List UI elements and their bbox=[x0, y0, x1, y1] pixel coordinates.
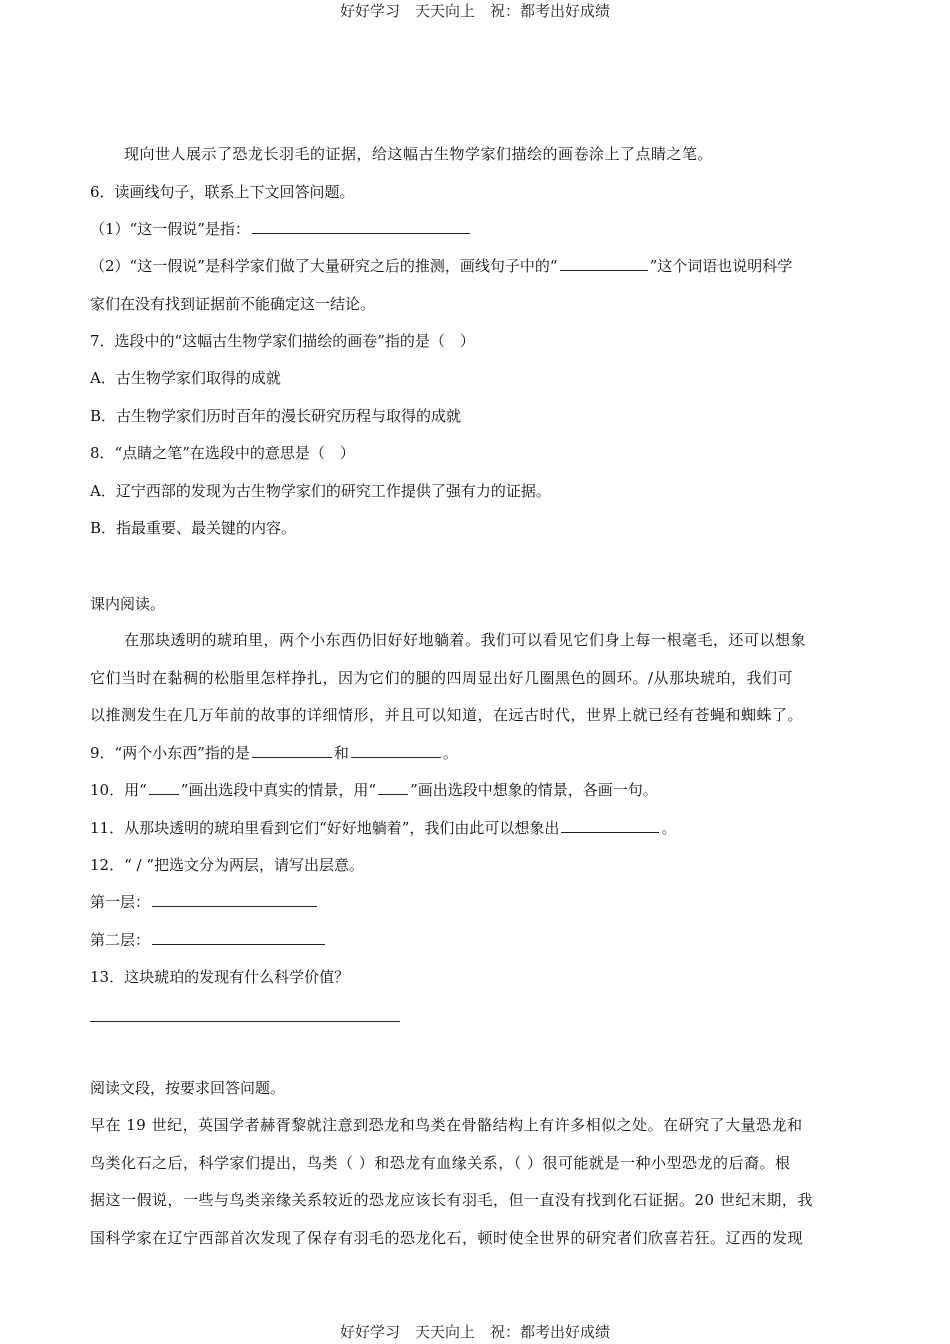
q11-prefix: 11．从那块透明的琥珀里看到它们“好好地躺着”，我们由此可以想象出 bbox=[90, 819, 560, 837]
q6-part2-label: （2）“这一假说”是科学家们做了大量研究之后的推测，画线句子中的“ bbox=[90, 257, 558, 275]
section3-title: 阅读文段，按要求回答问题。 bbox=[90, 1079, 286, 1097]
q10-part3: ”画出选段中想象的情景，各画一句。 bbox=[410, 781, 658, 799]
q9-blank-2[interactable] bbox=[351, 743, 441, 758]
q8-option-b[interactable]: B．指最重要、最关键的内容。 bbox=[90, 519, 297, 537]
q6-part2-line2: 家们在没有找到证据前不能确定这一结论。 bbox=[90, 295, 376, 313]
header-banner: 好好学习 天天向上 祝：都考出好成绩 bbox=[339, 2, 610, 20]
section2-title: 课内阅读。 bbox=[90, 595, 166, 613]
q12-stem: 12．“ / ”把选文分为两层，请写出层意。 bbox=[90, 856, 365, 874]
q6-part1-blank[interactable] bbox=[252, 219, 470, 234]
q6-part2-suffix: ”这个词语也说明科学 bbox=[649, 257, 793, 275]
q12-layer1-blank[interactable] bbox=[152, 892, 317, 907]
q6-part2-blank[interactable] bbox=[560, 256, 648, 271]
q12-layer1-label: 第一层： bbox=[90, 893, 151, 911]
q10-part2: ”画出选段中真实的情景，用“ bbox=[180, 781, 377, 799]
passage3-line2: 鸟类化石之后，科学家们提出，鸟类（ ）和恐龙有血缘关系，（ ）很可能就是一种小型恐龙的后裔。根 bbox=[90, 1154, 791, 1172]
q8-option-a[interactable]: A．辽宁西部的发现为古生物学家们的研究工作提供了强有力的证据。 bbox=[90, 482, 551, 500]
q7-option-a[interactable]: A．古生物学家们取得的成就 bbox=[90, 369, 281, 387]
q11-suffix: 。 bbox=[661, 819, 677, 837]
q6-part2 bbox=[90, 256, 792, 276]
q13-stem: 13．这块琥珀的发现有什么科学价值？ bbox=[90, 968, 350, 986]
q10-blank-1[interactable] bbox=[149, 780, 179, 795]
q12-layer1 bbox=[90, 892, 319, 912]
passage3-line1: 早在 19 世纪，英国学者赫胥黎就注意到恐龙和鸟类在骨骼结构上有许多相似之处。在研究了大量恐龙和 bbox=[90, 1116, 803, 1134]
q11 bbox=[90, 818, 676, 838]
q9 bbox=[90, 743, 458, 763]
q9-suffix: 。 bbox=[442, 744, 458, 762]
q9-prefix: 9．“两个小东西”指的是 bbox=[90, 744, 250, 762]
q12-layer2-label: 第二层： bbox=[90, 931, 151, 949]
q13-answer-line[interactable] bbox=[90, 1021, 400, 1022]
q8-stem: 8．“点睛之笔”在选段中的意思是（ ） bbox=[90, 444, 355, 462]
passage1-end: 现向世人展示了恐龙长羽毛的证据，给这幅古生物学家们描绘的画卷涂上了点睛之笔。 bbox=[124, 145, 714, 163]
passage2-line1: 在那块透明的琥珀里，两个小东西仍旧好好地躺着。我们可以看见它们身上每一根毫毛，还可以想象 bbox=[124, 631, 807, 649]
q12-layer2 bbox=[90, 930, 327, 950]
q9-mid: 和 bbox=[333, 744, 349, 762]
q6-part1-label: （1）“这一假说”是指： bbox=[90, 220, 250, 238]
q7-option-b[interactable]: B．古生物学家们历时百年的漫长研究历程与取得的成就 bbox=[90, 407, 462, 425]
q10-part1: 10．用“ bbox=[90, 781, 147, 799]
q9-blank-1[interactable] bbox=[252, 743, 332, 758]
q11-blank[interactable] bbox=[561, 818, 659, 833]
passage2-line3: 以推测发生在几万年前的故事的详细情形，并且可以知道，在远古时代，世界上就已经有苍蝇和蜘蛛了。 bbox=[90, 706, 804, 724]
q10 bbox=[90, 780, 658, 800]
q10-blank-2[interactable] bbox=[378, 780, 408, 795]
q6-part1 bbox=[90, 219, 472, 239]
passage2-line2: 它们当时在黏稠的松脂里怎样挣扎，因为它们的腿的四周显出好几圈黑色的圆环。/从那块琥珀，我们可 bbox=[90, 669, 794, 687]
q12-layer2-blank[interactable] bbox=[152, 930, 325, 945]
passage3-line3: 据这一假说，一些与鸟类亲缘关系较近的恐龙应该长有羽毛，但一直没有找到化石证据。20 世纪末期，我 bbox=[90, 1191, 813, 1209]
passage3-line4: 国科学家在辽宁西部首次发现了保存有羽毛的恐龙化石，顿时使全世界的研究者们欣喜若狂。辽西的发现 bbox=[90, 1229, 804, 1247]
q7-stem: 7．选段中的“这幅古生物学家们描绘的画卷”指的是（ ） bbox=[90, 332, 475, 350]
q6-stem: 6．读画线句子，联系上下文回答问题。 bbox=[90, 183, 355, 201]
footer-banner: 好好学习 天天向上 祝：都考出好成绩 bbox=[339, 1323, 610, 1341]
